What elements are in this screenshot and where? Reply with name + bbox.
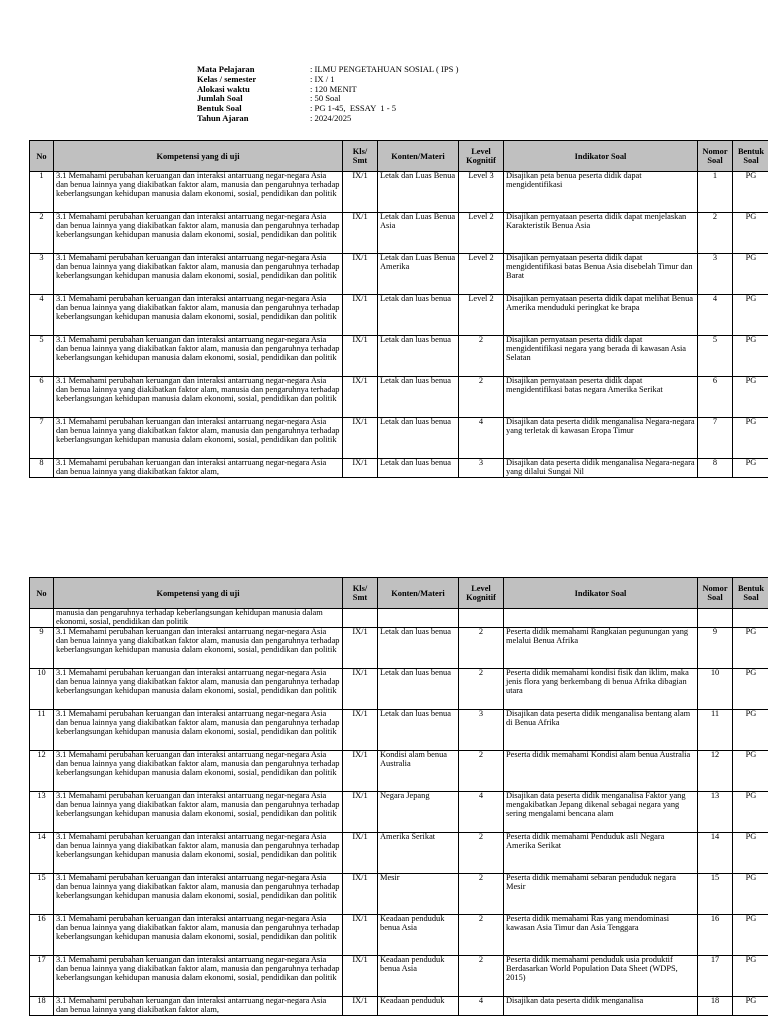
cell-level: 2 <box>459 873 504 914</box>
header-value: : 50 Soal <box>310 93 341 104</box>
cell-kd: 3.1 Memahami perubahan keruangan dan interaksi antarruang negar-negara Asia dan benua lainnya yang diakibatkan faktor alam, manusia dan pengaruhnya terhadap keberlangsungan kehidupan manusia dalam ekonomi, sosial, pendidikan dan politik <box>54 377 343 418</box>
cell-level: 4 <box>459 418 504 459</box>
cell-kd: 3.1 Memahami perubahan keruangan dan interaksi antarruang negar-negara Asia dan benua lainnya yang diakibatkan faktor alam, manusia dan pengaruhnya terhadap keberlangsungan kehidupan manusia dalam ekonomi, sosial, pendidikan dan politik <box>54 336 343 377</box>
header-row-tahun <box>197 114 458 124</box>
cell-materi: Letak dan luas benua <box>378 377 459 418</box>
cell-level: Level 3 <box>459 172 504 213</box>
table-row <box>30 709 768 750</box>
cell-materi: Letak dan luas benua <box>378 295 459 336</box>
cell-kd: 3.1 Memahami perubahan keruangan dan interaksi antarruang negar-negara Asia dan benua lainnya yang diakibatkan faktor alam, manusia dan pengaruhnya terhadap keberlangsungan kehidupan manusia dalam ekonomi, sosial, pendidikan dan politik <box>54 955 343 996</box>
cell-indikator: Peserta didik memahami Penduduk asli Negara Amerika Serikat <box>504 832 698 873</box>
cell-kls: IX/1 <box>343 213 378 254</box>
cell-nomor: 6 <box>698 377 733 418</box>
cell-kls: IX/1 <box>343 873 378 914</box>
cell-bentuk: PG <box>733 832 768 873</box>
col-header-bentuk: Bentuk Soal <box>733 578 768 609</box>
cell-level: 2 <box>459 336 504 377</box>
cell-bentuk: PG <box>733 213 768 254</box>
cell-bentuk: PG <box>733 172 768 213</box>
cell-kls: IX/1 <box>343 996 378 1015</box>
cell-kd: 3.1 Memahami perubahan keruangan dan interaksi antarruang negar-negara Asia dan benua lainnya yang diakibatkan faktor alam, manusia dan pengaruhnya terhadap keberlangsungan kehidupan manusia dalam ekonomi, sosial, pendidikan dan politik <box>54 791 343 832</box>
col-header-kls: Kls/ Smt <box>343 141 378 172</box>
cell-kd: 3.1 Memahami perubahan keruangan dan interaksi antarruang negar-negara Asia dan benua lainnya yang diakibatkan faktor alam, manusia dan pengaruhnya terhadap keberlangsungan kehidupan manusia dalam ekonomi, sosial, pendidikan dan politik <box>54 832 343 873</box>
cell-kls: IX/1 <box>343 750 378 791</box>
table-header-row <box>30 578 768 609</box>
cell-nomor: 11 <box>698 709 733 750</box>
cell-bentuk: PG <box>733 709 768 750</box>
col-header-kd: Kompetensi yang di uji <box>54 141 343 172</box>
cell-kd: 3.1 Memahami perubahan keruangan dan interaksi antarruang negar-negara Asia dan benua lainnya yang diakibatkan faktor alam, manusia dan pengaruhnya terhadap keberlangsungan kehidupan manusia dalam ekonomi, sosial, pendidikan dan politik <box>54 668 343 709</box>
cell-materi: Letak dan luas benua <box>378 418 459 459</box>
col-header-kd: Kompetensi yang di uji <box>54 578 343 609</box>
header-value: : IX / 1 <box>310 73 335 84</box>
col-header-level: Level Kognitif <box>459 141 504 172</box>
cell-kd: 3.1 Memahami perubahan keruangan dan interaksi antarruang negar-negara Asia dan benua lainnya yang diakibatkan faktor alam, <box>54 996 343 1015</box>
header-label: Bentuk Soal <box>197 103 242 114</box>
table-row <box>30 873 768 914</box>
table-1-body <box>30 172 768 478</box>
cell-materi: Amerika Serikat <box>378 832 459 873</box>
cell-bentuk: PG <box>733 873 768 914</box>
cell-nomor <box>698 609 733 628</box>
cell-level: Level 2 <box>459 213 504 254</box>
cell-materi: Letak dan luas benua <box>378 336 459 377</box>
col-header-materi: Konten/Materi <box>378 141 459 172</box>
cell-kls: IX/1 <box>343 254 378 295</box>
col-header-kls: Kls/ Smt <box>343 578 378 609</box>
cell-bentuk: PG <box>733 914 768 955</box>
col-header-no: No <box>30 141 54 172</box>
table-row <box>30 955 768 996</box>
col-header-nomor: Nomor Soal <box>698 578 733 609</box>
cell-materi: Letak dan Luas Benua <box>378 172 459 213</box>
table-row <box>30 213 768 254</box>
cell-indikator: Disajikan data peserta didik menganalisa Faktor yang mengakibatkan Jepang dikenal sebagai negara yang sering mengalami bencana alam <box>504 791 698 832</box>
cell-bentuk: PG <box>733 955 768 996</box>
table-row <box>30 668 768 709</box>
table-row <box>30 996 768 1015</box>
cell-indikator: Peserta didik memahami kondisi fisik dan iklim, maka jenis flora yang berkembang di benua Afrika dibagian utara <box>504 668 698 709</box>
cell-materi: Letak dan Luas Benua Asia <box>378 213 459 254</box>
cell-level: 2 <box>459 750 504 791</box>
cell-materi: Letak dan luas benua <box>378 709 459 750</box>
cell-no: 3 <box>30 254 54 295</box>
table-row <box>30 627 768 668</box>
cell-indikator: Disajikan pernyataan peserta didik dapat melihat Benua Amerika menduduki peringkat ke brapa <box>504 295 698 336</box>
header-value: : ILMU PENGETAHUAN SOSIAL ( IPS ) <box>310 64 459 74</box>
cell-kls: IX/1 <box>343 336 378 377</box>
cell-level: 2 <box>459 668 504 709</box>
cell-materi: Letak dan luas benua <box>378 627 459 668</box>
cell-kls: IX/1 <box>343 295 378 336</box>
cell-no: 17 <box>30 955 54 996</box>
cell-no: 11 <box>30 709 54 750</box>
table-row-continuation <box>30 609 768 628</box>
kisi-kisi-table-1 <box>29 140 768 478</box>
cell-nomor: 14 <box>698 832 733 873</box>
cell-nomor: 9 <box>698 627 733 668</box>
cell-materi: Letak dan luas benua <box>378 459 459 478</box>
cell-indikator: Peserta didik memahami Ras yang mendominasi kawasan Asia Timur dan Asia Tenggara <box>504 914 698 955</box>
header-label: Tahun Ajaran <box>197 112 249 123</box>
cell-kd: 3.1 Memahami perubahan keruangan dan interaksi antarruang negar-negara Asia dan benua lainnya yang diakibatkan faktor alam, manusia dan pengaruhnya terhadap keberlangsungan kehidupan manusia dalam ekonomi, sosial, pendidikan dan politik <box>54 709 343 750</box>
cell-nomor: 5 <box>698 336 733 377</box>
cell-indikator: Disajikan pernyataan peserta didik dapat mengidentifikasi batas negara Amerika Serikat <box>504 377 698 418</box>
cell-nomor: 4 <box>698 295 733 336</box>
cell-kls <box>343 609 378 628</box>
cell-kd: 3.1 Memahami perubahan keruangan dan interaksi antarruang negar-negara Asia dan benua lainnya yang diakibatkan faktor alam, manusia dan pengaruhnya terhadap keberlangsungan kehidupan manusia dalam ekonomi, sosial, pendidikan dan politik <box>54 914 343 955</box>
cell-nomor: 2 <box>698 213 733 254</box>
cell-no: 14 <box>30 832 54 873</box>
cell-no: 16 <box>30 914 54 955</box>
cell-kls: IX/1 <box>343 791 378 832</box>
cell-level: 2 <box>459 914 504 955</box>
cell-level: 2 <box>459 955 504 996</box>
cell-kd: 3.1 Memahami perubahan keruangan dan interaksi antarruang negar-negara Asia dan benua lainnya yang diakibatkan faktor alam, manusia dan pengaruhnya terhadap keberlangsungan kehidupan manusia dalam ekonomi, sosial, pendidikan dan politik <box>54 627 343 668</box>
cell-no: 8 <box>30 459 54 478</box>
table-row <box>30 377 768 418</box>
cell-no: 2 <box>30 213 54 254</box>
table-2-body <box>30 609 768 1016</box>
cell-no: 10 <box>30 668 54 709</box>
cell-materi: Negara Jepang <box>378 791 459 832</box>
cell-no: 13 <box>30 791 54 832</box>
table-row <box>30 172 768 213</box>
cell-level: 2 <box>459 377 504 418</box>
cell-nomor: 15 <box>698 873 733 914</box>
cell-level: Level 2 <box>459 254 504 295</box>
cell-nomor: 10 <box>698 668 733 709</box>
cell-kd: 3.1 Memahami perubahan keruangan dan interaksi antarruang negar-negara Asia dan benua lainnya yang diakibatkan faktor alam, <box>54 459 343 478</box>
cell-bentuk: PG <box>733 377 768 418</box>
cell-bentuk: PG <box>733 418 768 459</box>
cell-no: 12 <box>30 750 54 791</box>
kisi-kisi-table-2 <box>29 577 768 1016</box>
cell-indikator: Disajikan pernyataan peserta didik dapat menjelaskan Karakteristik Benua Asia <box>504 213 698 254</box>
cell-kd: manusia dan pengaruhnya terhadap keberlangsungan kehidupan manusia dalam ekonomi, sosial, pendidikan dan politik <box>54 609 343 628</box>
col-header-nomor: Nomor Soal <box>698 141 733 172</box>
cell-nomor: 13 <box>698 791 733 832</box>
cell-kls: IX/1 <box>343 668 378 709</box>
cell-no: 18 <box>30 996 54 1015</box>
cell-nomor: 8 <box>698 459 733 478</box>
cell-indikator: Peserta didik memahami Rangkaian pegunungan yang melalui Benua Afrika <box>504 627 698 668</box>
table-row <box>30 750 768 791</box>
cell-kd: 3.1 Memahami perubahan keruangan dan interaksi antarruang negar-negara Asia dan benua lainnya yang diakibatkan faktor alam, manusia dan pengaruhnya terhadap keberlangsungan kehidupan manusia dalam ekonomi, sosial, pendidikan dan politik <box>54 750 343 791</box>
cell-indikator: Peserta didik memahami sebaran penduduk negara Mesir <box>504 873 698 914</box>
cell-level: 3 <box>459 709 504 750</box>
cell-level <box>459 609 504 628</box>
cell-nomor: 3 <box>698 254 733 295</box>
cell-kd: 3.1 Memahami perubahan keruangan dan interaksi antarruang negar-negara Asia dan benua lainnya yang diakibatkan faktor alam, manusia dan pengaruhnya terhadap keberlangsungan kehidupan manusia dalam ekonomi, sosial, pendidikan dan politik <box>54 172 343 213</box>
table-row <box>30 336 768 377</box>
table-header-row <box>30 141 768 172</box>
cell-level: 3 <box>459 459 504 478</box>
cell-kls: IX/1 <box>343 418 378 459</box>
cell-kls: IX/1 <box>343 172 378 213</box>
cell-no: 4 <box>30 295 54 336</box>
cell-indikator: Peserta didik memahami Kondisi alam benua Australia <box>504 750 698 791</box>
document-header <box>197 65 458 124</box>
cell-indikator <box>504 609 698 628</box>
col-header-indikator: Indikator Soal <box>504 578 698 609</box>
header-value: : PG 1-45, ESSAY 1 - 5 <box>310 103 397 114</box>
cell-indikator: Disajikan data peserta didik menganalisa Negara-negara yang dilalui Sungai Nil <box>504 459 698 478</box>
header-label: Jumlah Soal <box>197 93 243 104</box>
cell-nomor: 7 <box>698 418 733 459</box>
cell-no <box>30 609 54 628</box>
cell-materi: Letak dan luas benua <box>378 668 459 709</box>
cell-materi: Keadaan penduduk <box>378 996 459 1015</box>
header-value: : 120 MENIT <box>310 83 357 94</box>
cell-bentuk: PG <box>733 791 768 832</box>
table-row <box>30 254 768 295</box>
cell-bentuk: PG <box>733 668 768 709</box>
cell-bentuk: PG <box>733 996 768 1015</box>
cell-kls: IX/1 <box>343 627 378 668</box>
col-header-materi: Konten/Materi <box>378 578 459 609</box>
cell-materi: Letak dan Luas Benua Amerika <box>378 254 459 295</box>
cell-bentuk: PG <box>733 750 768 791</box>
cell-kd: 3.1 Memahami perubahan keruangan dan interaksi antarruang negar-negara Asia dan benua lainnya yang diakibatkan faktor alam, manusia dan pengaruhnya terhadap keberlangsungan kehidupan manusia dalam ekonomi, sosial, pendidikan dan politik <box>54 213 343 254</box>
cell-no: 9 <box>30 627 54 668</box>
cell-kls: IX/1 <box>343 914 378 955</box>
cell-no: 1 <box>30 172 54 213</box>
cell-bentuk <box>733 609 768 628</box>
cell-indikator: Disajikan pernyataan peserta didik dapat mengidentifikasi negara yang berada di kawasan Asia Selatan <box>504 336 698 377</box>
col-header-no: No <box>30 578 54 609</box>
cell-level: 4 <box>459 791 504 832</box>
cell-indikator: Peserta didik memahami penduduk usia produktif Berdasarkan World Population Data Sheet (WDPS, 2015) <box>504 955 698 996</box>
cell-no: 5 <box>30 336 54 377</box>
cell-bentuk: PG <box>733 295 768 336</box>
cell-kd: 3.1 Memahami perubahan keruangan dan interaksi antarruang negar-negara Asia dan benua lainnya yang diakibatkan faktor alam, manusia dan pengaruhnya terhadap keberlangsungan kehidupan manusia dalam ekonomi, sosial, pendidikan dan politik <box>54 295 343 336</box>
cell-nomor: 12 <box>698 750 733 791</box>
cell-level: 4 <box>459 996 504 1015</box>
cell-level: 2 <box>459 832 504 873</box>
cell-nomor: 16 <box>698 914 733 955</box>
cell-indikator: Disajikan data peserta didik menganalisa <box>504 996 698 1015</box>
table-row <box>30 295 768 336</box>
cell-bentuk: PG <box>733 254 768 295</box>
col-header-bentuk: Bentuk Soal <box>733 141 768 172</box>
cell-nomor: 1 <box>698 172 733 213</box>
cell-level: Level 2 <box>459 295 504 336</box>
col-header-level: Level Kognitif <box>459 578 504 609</box>
cell-indikator: Disajikan data peserta didik menganalisa bentang alam di Benua Afrika <box>504 709 698 750</box>
cell-indikator: Disajikan peta benua peserta didik dapat mengidentifikasi <box>504 172 698 213</box>
header-label: Alokasi waktu <box>197 83 250 94</box>
col-header-indikator: Indikator Soal <box>504 141 698 172</box>
cell-materi: Keadaan penduduk benua Asia <box>378 914 459 955</box>
cell-kls: IX/1 <box>343 377 378 418</box>
table-row <box>30 791 768 832</box>
cell-indikator: Disajikan pernyataan peserta didik dapat mengidentifikasi batas Benua Asia disebelah Timur dan Barat <box>504 254 698 295</box>
table-row <box>30 914 768 955</box>
cell-no: 6 <box>30 377 54 418</box>
table-row <box>30 459 768 478</box>
cell-kls: IX/1 <box>343 832 378 873</box>
cell-kls: IX/1 <box>343 955 378 996</box>
cell-indikator: Disajikan data peserta didik menganalisa Negara-negara yang terletak di kawasan Eropa Timur <box>504 418 698 459</box>
header-value: : 2024/2025 <box>310 112 352 123</box>
cell-no: 15 <box>30 873 54 914</box>
cell-no: 7 <box>30 418 54 459</box>
cell-kls: IX/1 <box>343 709 378 750</box>
cell-bentuk: PG <box>733 627 768 668</box>
cell-kd: 3.1 Memahami perubahan keruangan dan interaksi antarruang negar-negara Asia dan benua lainnya yang diakibatkan faktor alam, manusia dan pengaruhnya terhadap keberlangsungan kehidupan manusia dalam ekonomi, sosial, pendidikan dan politik <box>54 418 343 459</box>
cell-nomor: 17 <box>698 955 733 996</box>
cell-kls: IX/1 <box>343 459 378 478</box>
cell-level: 2 <box>459 627 504 668</box>
cell-kd: 3.1 Memahami perubahan keruangan dan interaksi antarruang negar-negara Asia dan benua lainnya yang diakibatkan faktor alam, manusia dan pengaruhnya terhadap keberlangsungan kehidupan manusia dalam ekonomi, sosial, pendidikan dan politik <box>54 873 343 914</box>
cell-materi <box>378 609 459 628</box>
cell-materi: Keadaan penduduk benua Asia <box>378 955 459 996</box>
table-row <box>30 418 768 459</box>
cell-bentuk: PG <box>733 336 768 377</box>
header-label: Kelas / semester <box>197 73 257 84</box>
cell-kd: 3.1 Memahami perubahan keruangan dan interaksi antarruang negar-negara Asia dan benua lainnya yang diakibatkan faktor alam, manusia dan pengaruhnya terhadap keberlangsungan kehidupan manusia dalam ekonomi, sosial, pendidikan dan politik <box>54 254 343 295</box>
cell-materi: Kondisi alam benua Australia <box>378 750 459 791</box>
cell-materi: Mesir <box>378 873 459 914</box>
table-row <box>30 832 768 873</box>
header-label: Mata Pelajaran <box>197 64 255 74</box>
cell-bentuk: PG <box>733 459 768 478</box>
cell-nomor: 18 <box>698 996 733 1015</box>
